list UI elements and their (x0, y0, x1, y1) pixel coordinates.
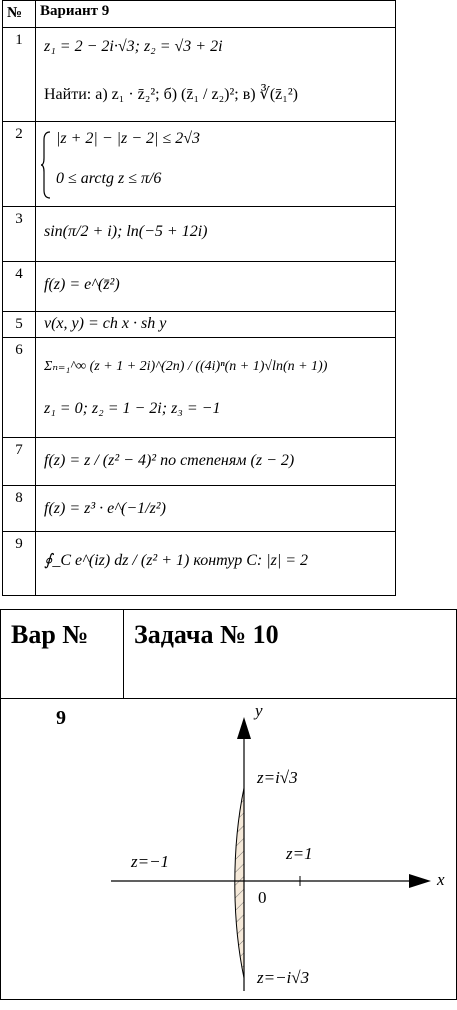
formula-line: ∮_C e^(iz) dz / (z² + 1) контур C: |z| = 2 (44, 552, 309, 569)
top-point-label: z=i√3 (257, 768, 298, 787)
formula-line: z₁ = 2 − 2i·√3; z₂ = √3 + 2i (44, 38, 223, 55)
system-brace (40, 130, 52, 200)
left-point-label: z=−1 (131, 852, 170, 871)
task-number: 9 (3, 532, 36, 596)
formula-line: sin(π/2 + i); ln(−5 + 12i) (44, 223, 208, 240)
y-axis-arrow (237, 717, 251, 739)
formula-line: Σₙ₌₁^∞ (z + 1 + 2i)^(2n) / ((4i)ⁿ(n + 1)√ln(n + 1)) (44, 359, 328, 374)
header-var-no: Вар № (1, 610, 124, 699)
formula-line: f(z) = z³ · e^(−1/z²) (44, 500, 166, 517)
y-axis-label: y (255, 701, 263, 720)
task-row (3, 532, 396, 596)
header-number: № (3, 1, 36, 28)
task-formula (36, 338, 396, 438)
task10-table (0, 609, 457, 1000)
task-row (3, 28, 396, 122)
task-formula (36, 207, 396, 262)
formula-line: f(z) = e^(z̄²) (44, 276, 120, 293)
formula-line: f(z) = z / (z² − 4)² по степеням (z − 2) (44, 452, 295, 469)
formula-line: |z + 2| − |z − 2| ≤ 2√3 (56, 130, 200, 147)
task-row (3, 262, 396, 312)
task-row (3, 338, 396, 438)
task-number: 2 (3, 122, 36, 207)
header-variant: Вариант 9 (36, 1, 396, 28)
task-number: 1 (3, 28, 36, 122)
variant-table (2, 0, 396, 596)
task-formula (36, 532, 396, 596)
formula-line: z₁ = 0; z₂ = 1 − 2i; z₃ = −1 (44, 400, 221, 417)
shaded-region (235, 788, 244, 978)
task-formula (36, 438, 396, 486)
formula-line: 0 ≤ arctg z ≤ π/6 (56, 170, 162, 187)
x-axis-arrow (409, 874, 431, 888)
task-formula (36, 486, 396, 532)
formula-line: Найти: а) z₁ · z̄₂²; б) (z̄₁ / z₂)²; в) ∛(z̄₁²) (44, 86, 298, 103)
task-row (3, 486, 396, 532)
task-number: 7 (3, 438, 36, 486)
task-formula (36, 122, 396, 207)
task-number: 3 (3, 207, 36, 262)
task-row (3, 438, 396, 486)
task-number: 5 (3, 312, 36, 338)
task-formula (36, 262, 396, 312)
header-task: Задача № 10 (124, 610, 457, 699)
task-formula (36, 28, 396, 122)
origin-label: 0 (258, 888, 267, 907)
x-axis-label: x (437, 870, 445, 889)
task-number: 6 (3, 338, 36, 438)
task-row (3, 122, 396, 207)
task-number: 8 (3, 486, 36, 532)
bottom-point-label: z=−i√3 (257, 968, 310, 987)
figure-cell (1, 699, 457, 1000)
task-number: 4 (3, 262, 36, 312)
task-row (3, 207, 396, 262)
formula-line: v(x, y) = ch x · sh y (44, 315, 167, 332)
task-formula (36, 312, 396, 338)
region-figure (1, 699, 456, 1010)
right-point-label: z=1 (286, 844, 313, 863)
task-row (3, 312, 396, 338)
variant-number: 9 (56, 707, 66, 729)
